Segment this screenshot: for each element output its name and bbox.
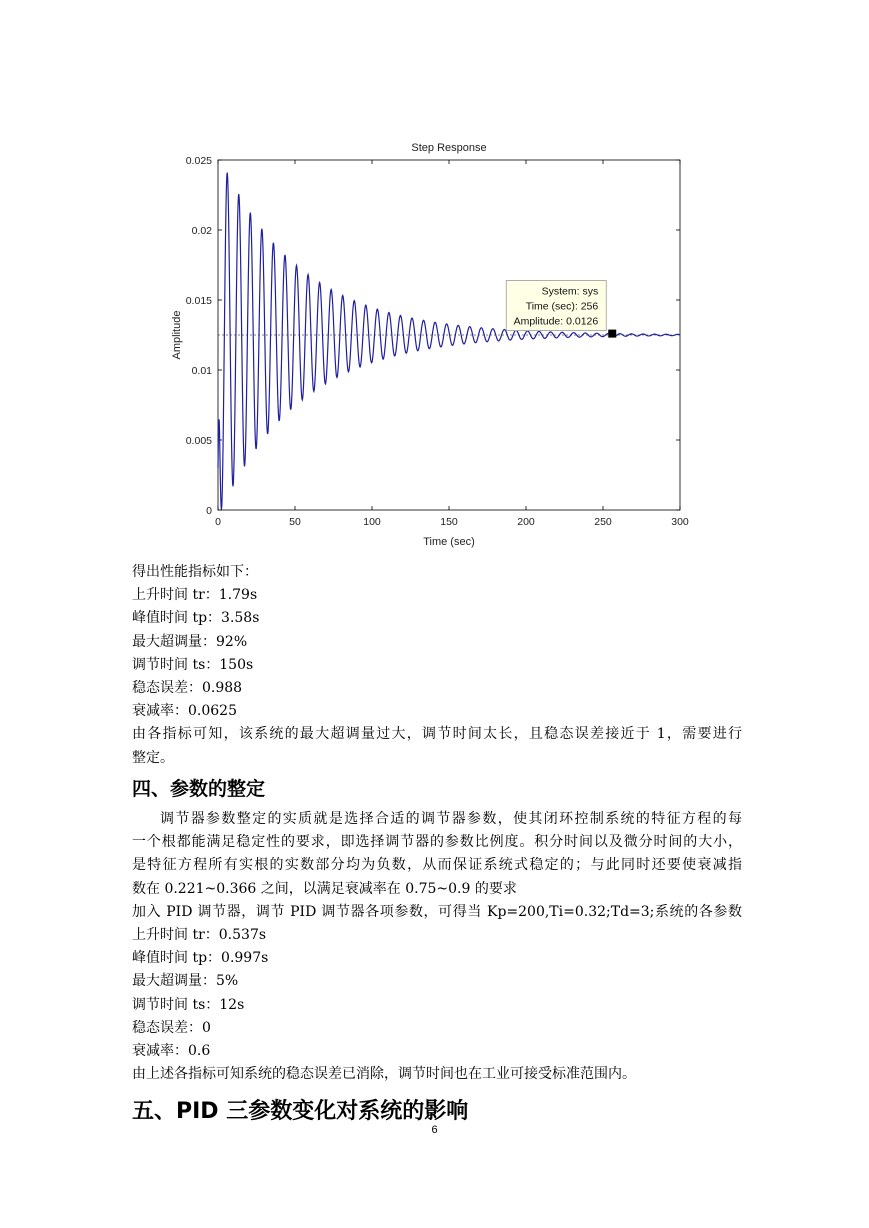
metric-max-overshoot: 最大超调量：92% [132, 633, 248, 650]
page-number: 6 [431, 1124, 438, 1136]
metric-rise-time: 上升时间 tr：1.79s [132, 587, 258, 604]
pid-metric-steady-state-error: 稳态误差：0 [132, 1019, 211, 1036]
x-tick-label: 300 [671, 516, 689, 528]
conclusion-line-1: 由各指标可知，该系统的最大超调量过大，调节时间太长，且稳态误差接近于 1，需要进行 [132, 726, 742, 743]
tuning-paragraph-line-2: 一个根都能满足稳定性的要求，即选择调节器的参数比例度。积分时间以及微分时间的大小， [132, 834, 742, 851]
metrics-intro: 得出性能指标如下： [132, 564, 258, 580]
metric-steady-state-error: 稳态误差：0.988 [132, 679, 243, 696]
y-tick-label: 0.025 [185, 155, 212, 167]
x-tick-label: 150 [440, 516, 458, 528]
tuning-paragraph-line-1: 调节器参数整定的实质就是选择合适的调节器参数，使其闭环控制系统的特征方程的每 [160, 811, 742, 827]
section2-block [132, 808, 742, 1086]
tuning-paragraph-line-4: 数在 0.221~0.366 之间，以满足衰减率在 0.75~0.9 的要求 [132, 880, 517, 897]
section-heading-4: 四、参数的整定 [132, 778, 266, 800]
pid-metric-max-overshoot: 最大超调量：5% [132, 973, 239, 990]
datatip-line: System: sys [541, 285, 599, 298]
step-response-chart [160, 132, 700, 557]
pid-metric-settling-time: 调节时间 ts：12s [132, 996, 245, 1013]
y-tick-label: 0.02 [191, 225, 212, 237]
pid-metric-peak-time: 峰值时间 tp：0.997s [132, 950, 269, 967]
y-tick-label: 0.01 [191, 365, 212, 377]
datatip-marker [608, 330, 616, 338]
section1-block [132, 561, 742, 770]
metric-peak-time: 峰值时间 tp：3.58s [132, 610, 260, 627]
y-axis-label: Amplitude [171, 310, 183, 360]
y-tick-label: 0.015 [185, 295, 212, 307]
x-axis-label: Time (sec) [423, 536, 475, 548]
x-tick-label: 200 [517, 516, 535, 528]
section-heading-5: 五、PID 三参数变化对系统的影响 [132, 1099, 469, 1124]
pid-metric-rise-time: 上升时间 tr：0.537s [132, 926, 267, 943]
pid-metric-decay-rate: 衰减率：0.6 [132, 1042, 211, 1059]
conclusion-line-2: 整定。 [132, 749, 174, 766]
y-tick-label: 0.005 [185, 435, 212, 447]
datatip-line: Time (sec): 256 [525, 300, 599, 313]
tuning-paragraph-line-3: 是特征方程所有实根的实数部分均为负数，从而保证系统式稳定的；与此同时还要使衰减指 [132, 857, 742, 874]
y-tick-label: 0 [206, 505, 212, 517]
x-tick-label: 250 [594, 516, 612, 528]
metric-settling-time: 调节时间 ts：150s [132, 656, 254, 673]
x-tick-label: 100 [363, 516, 381, 528]
pid-parameters-line: 加入 PID 调节器，调节 PID 调节器各项参数，可得当 Kp=200,Ti=0.32;Td=3;系统的各参数 [132, 903, 742, 920]
x-tick-label: 0 [215, 516, 221, 528]
metric-decay-rate: 衰减率：0.0625 [132, 703, 237, 720]
x-tick-label: 50 [289, 516, 301, 528]
chart-title: Step Response [411, 142, 487, 154]
datatip-line: Amplitude: 0.0126 [513, 315, 599, 328]
pid-conclusion: 由上述各指标可知系统的稳态误差已消除，调节时间也在工业可接受标准范围内。 [132, 1066, 636, 1083]
